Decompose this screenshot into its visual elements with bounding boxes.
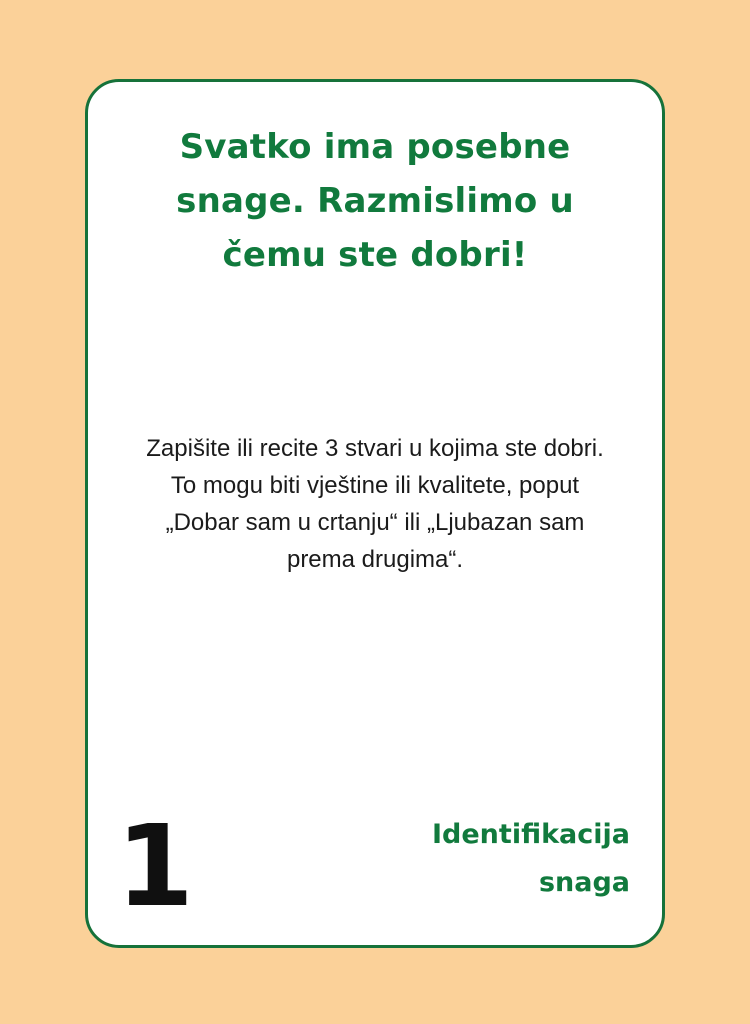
card-number: 1 — [116, 802, 192, 932]
card-instruction-text: Zapišite ili recite 3 stvari u kojima ste dobri. To mogu biti vještine ili kvalitete, poput „Dobar sam u crtanju“ ili „Ljubazan sam prema drugima“. — [146, 435, 604, 573]
card-surface — [85, 79, 665, 948]
card-title: Svatko ima posebne snage. Razmislimo u čemu ste dobri! — [176, 127, 574, 275]
card-category — [380, 811, 630, 907]
activity-card — [85, 79, 665, 948]
card-category-line-1: Identifikacija — [432, 819, 630, 850]
card-category-line-2: snaga — [538, 867, 630, 898]
